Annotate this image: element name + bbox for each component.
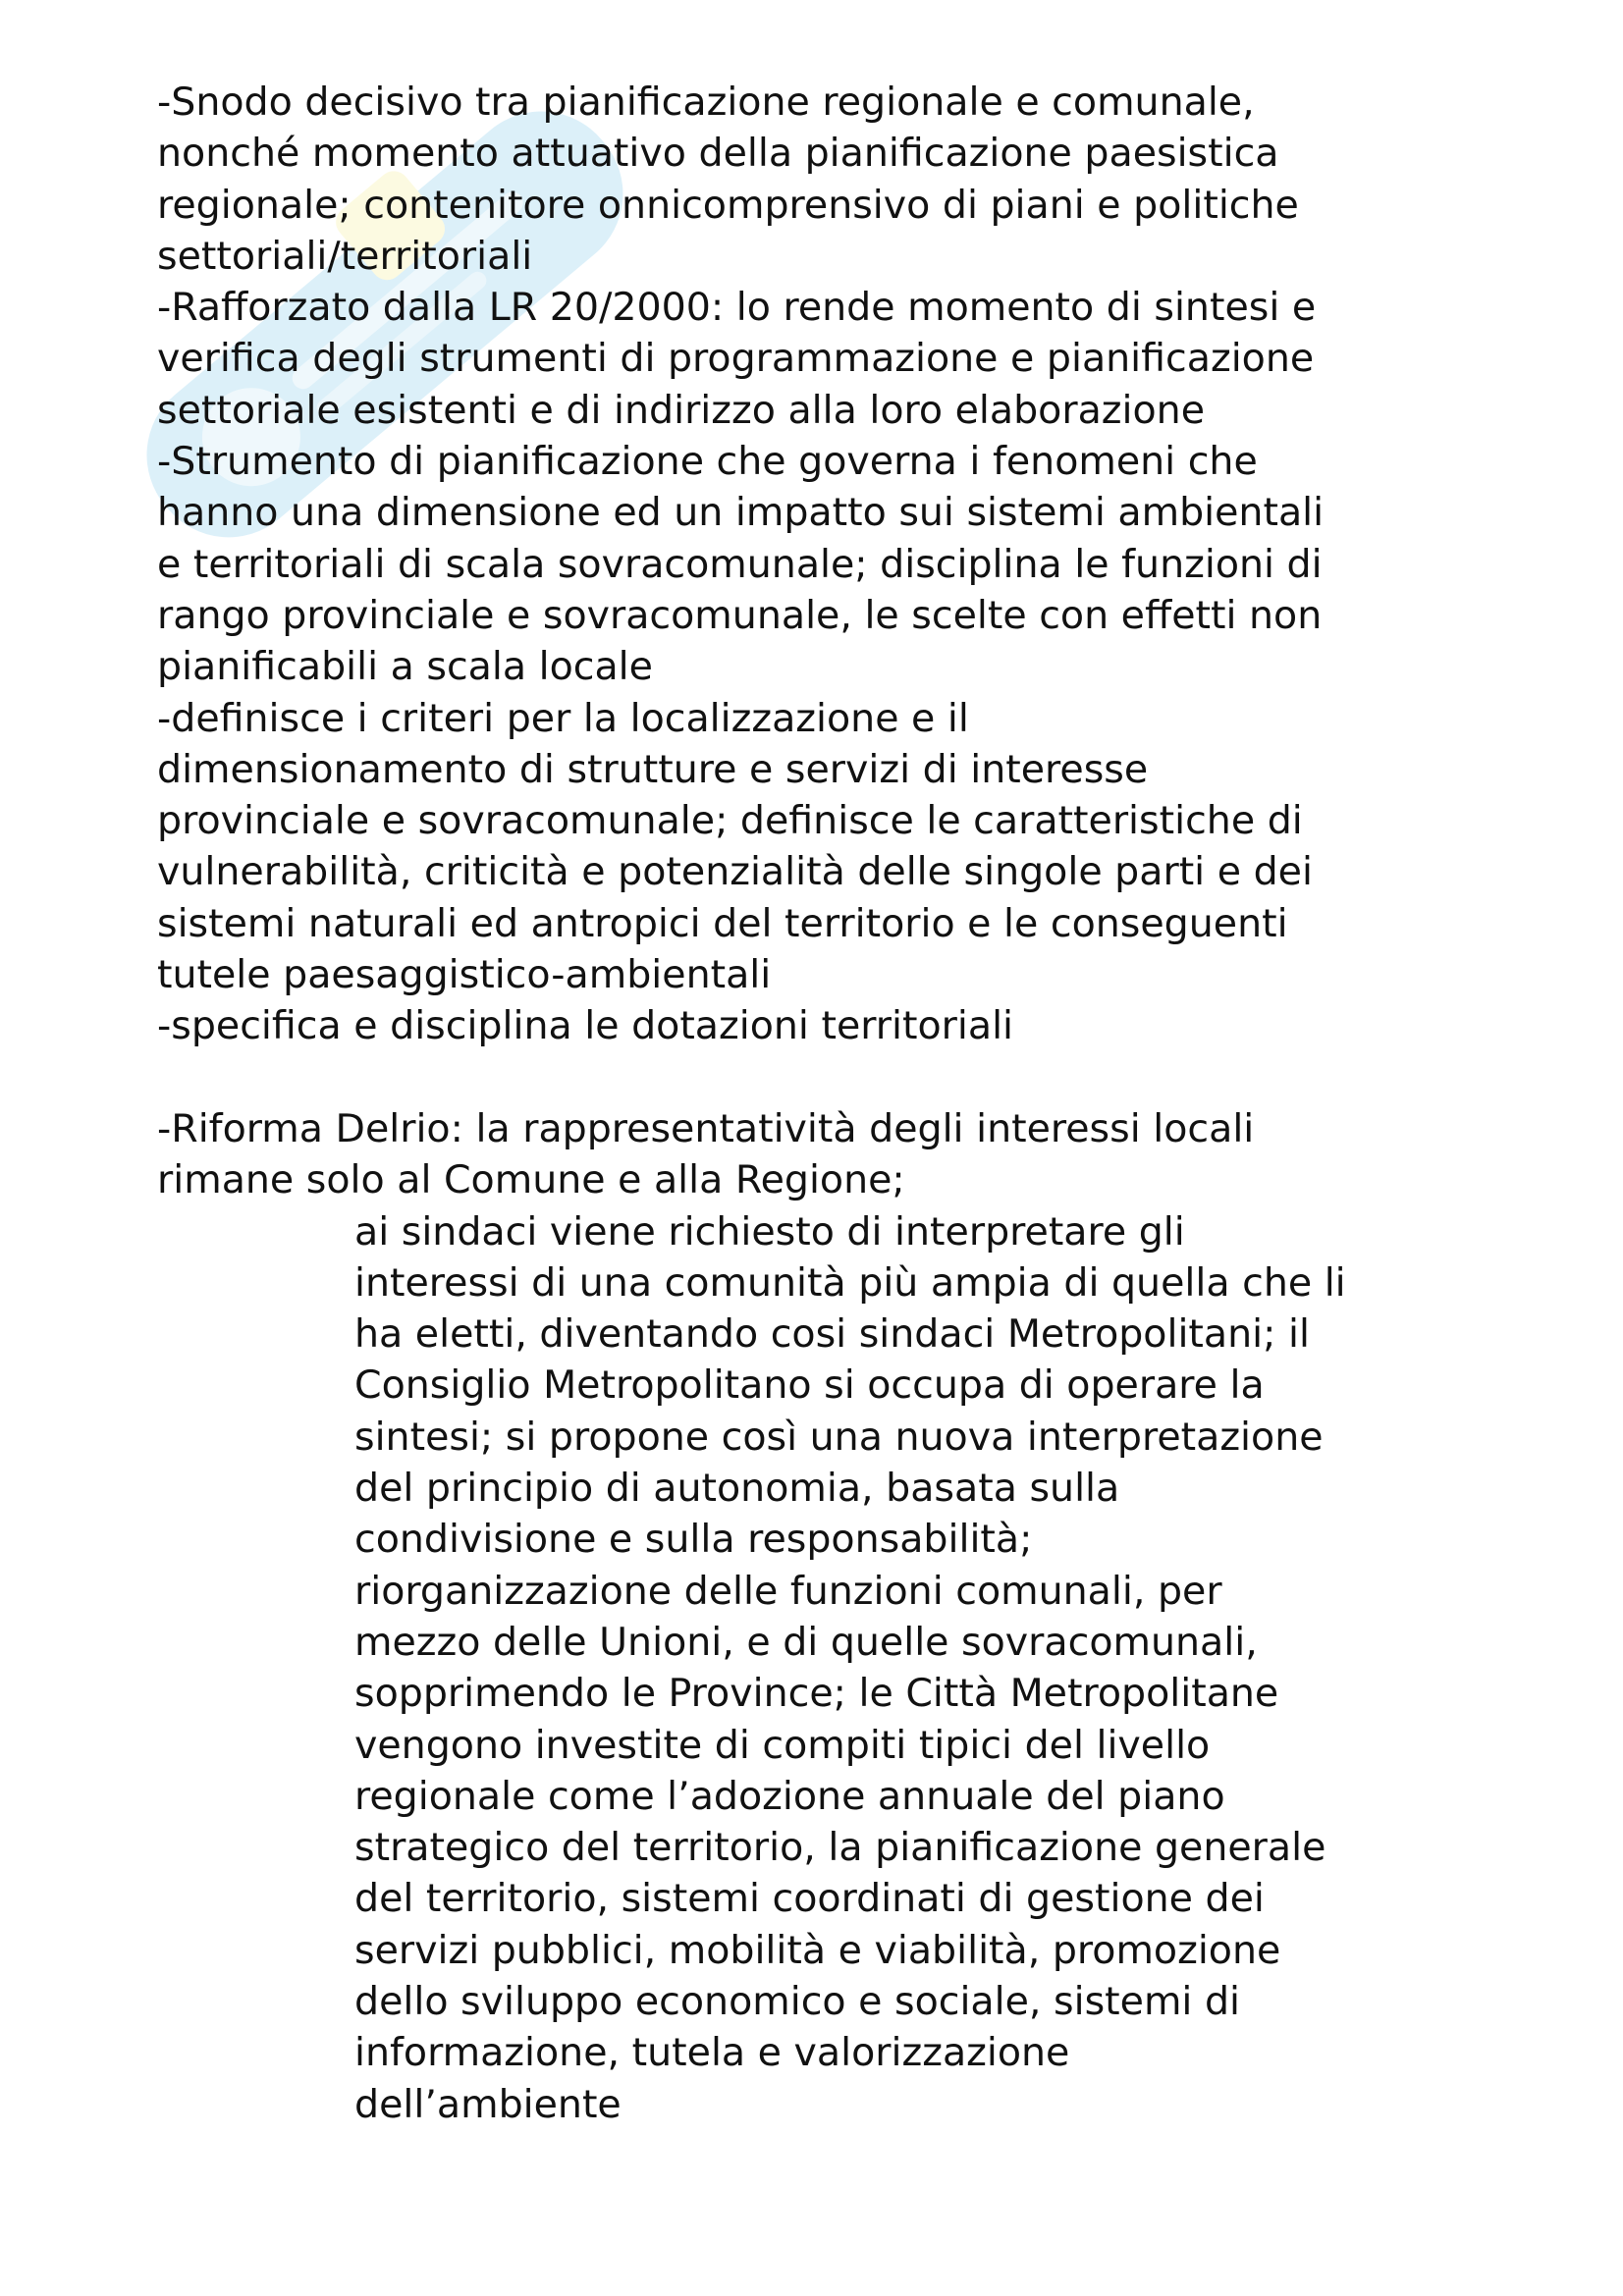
- text-line: rango provinciale e sovracomunale, le scelte con effetti non: [157, 592, 1323, 638]
- text-line: -definisce i criteri per la localizzazione e il: [157, 695, 969, 741]
- document-body: [157, 77, 1512, 2130]
- text-line: -Riforma Delrio: la rappresentatività degli interessi locali: [157, 1105, 1255, 1151]
- text-line: pianificabili a scala locale: [157, 644, 653, 690]
- text-line: -specifica e disciplina le dotazioni territoriali: [157, 1003, 1014, 1049]
- text-line: nonché momento attuativo della pianificazione paesistica: [157, 131, 1279, 177]
- text-line: del principio di autonomia, basata sulla: [354, 1466, 1120, 1512]
- text-line: ha eletti, diventando cosi sindaci Metropolitani; il: [354, 1311, 1310, 1358]
- text-line: sistemi naturali ed antropici del territorio e le conseguenti: [157, 900, 1288, 946]
- text-line: riorganizzazione delle funzioni comunali, per: [354, 1568, 1222, 1614]
- text-line: regionale; contenitore onnicomprensivo di piani e politiche: [157, 182, 1299, 228]
- text-line: del territorio, sistemi coordinati di gestione dei: [354, 1876, 1265, 1922]
- text-line: dell’ambiente: [354, 2081, 622, 2127]
- text-line: hanno una dimensione ed un impatto sui sistemi ambientali: [157, 490, 1325, 536]
- text-line: dimensionamento di strutture e servizi di interesse: [157, 746, 1149, 792]
- section-ptcp-description: [157, 77, 1512, 1052]
- text-line: -Snodo decisivo tra pianificazione regionale e comunale,: [157, 80, 1255, 125]
- text-line: regionale come l’adozione annuale del piano: [354, 1773, 1225, 1819]
- text-line: interessi di una comunità più ampia di quella che li: [354, 1259, 1346, 1306]
- text-line: strategico del territorio, la pianificazione generale: [354, 1825, 1326, 1871]
- text-line: provinciale e sovracomunale; definisce le caratteristiche di: [157, 798, 1303, 844]
- text-line: condivisione e sulla responsabilità;: [354, 1517, 1033, 1563]
- paragraph-gap: [157, 1052, 1512, 1103]
- text-line: vengono investite di compiti tipici del livello: [354, 1722, 1211, 1768]
- text-line: e territoriali di scala sovracomunale; disciplina le funzioni di: [157, 541, 1323, 587]
- text-line: Consiglio Metropolitano si occupa di operare la: [354, 1362, 1265, 1409]
- text-line: dello sviluppo economico e sociale, sistemi di: [354, 1978, 1241, 2024]
- text-line: settoriali/territoriali: [157, 233, 533, 279]
- text-line: rimane solo al Comune e alla Regione;: [157, 1157, 905, 1203]
- section-riforma-details: [157, 1206, 1512, 2130]
- text-line: mezzo delle Unioni, e di quelle sovracomunali,: [354, 1619, 1258, 1665]
- text-line: sintesi; si propone così una nuova interpretazione: [354, 1414, 1324, 1460]
- text-line: informazione, tutela e valorizzazione: [354, 2030, 1070, 2076]
- text-line: verifica degli strumenti di programmazione e pianificazione: [157, 336, 1315, 382]
- text-line: ai sindaci viene richiesto di interpretare gli: [354, 1208, 1185, 1255]
- text-line: sopprimendo le Province; le Città Metropolitane: [354, 1671, 1279, 1717]
- text-line: -Strumento di pianificazione che governa i fenomeni che: [157, 439, 1258, 485]
- text-line: tutele paesaggistico-ambientali: [157, 952, 772, 998]
- text-line: servizi pubblici, mobilità e viabilità, promozione: [354, 1927, 1281, 1973]
- text-line: settoriale esistenti e di indirizzo alla loro elaborazione: [157, 387, 1206, 433]
- section-riforma-delrio: [157, 1103, 1512, 1206]
- text-line: vulnerabilità, criticità e potenzialità delle singole parti e dei: [157, 849, 1313, 895]
- text-line: -Rafforzato dalla LR 20/2000: lo rende momento di sintesi e: [157, 285, 1317, 331]
